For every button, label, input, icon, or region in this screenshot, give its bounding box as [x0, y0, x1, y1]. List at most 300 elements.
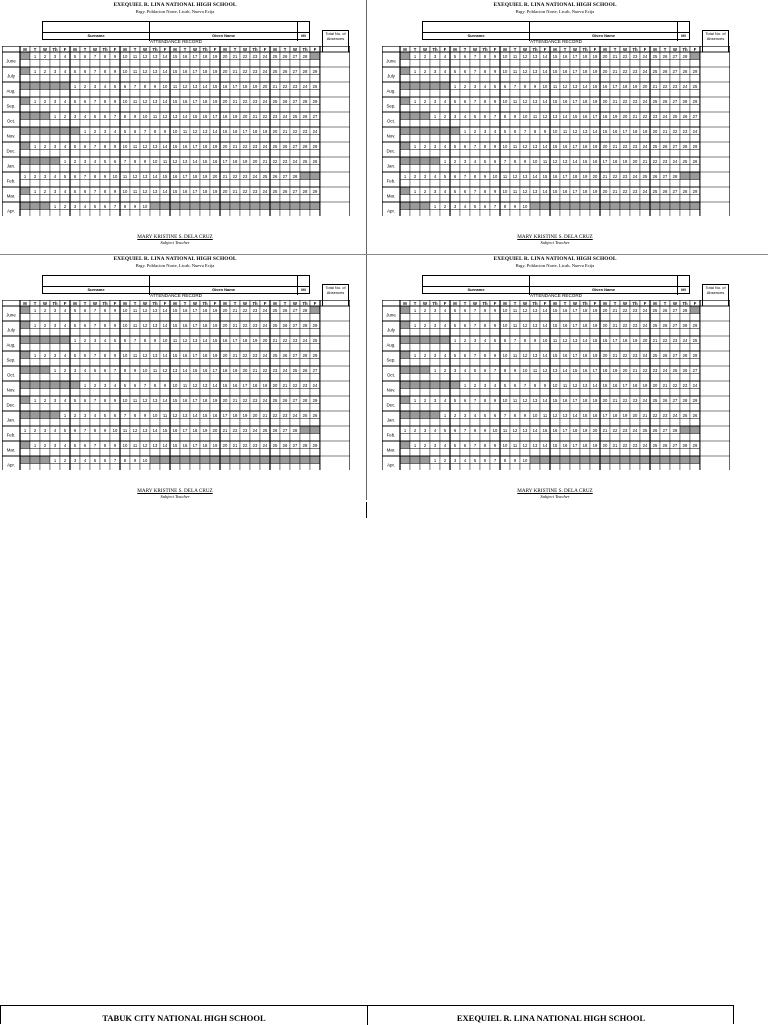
mark-cell — [260, 359, 270, 367]
day-header-label: T — [563, 300, 567, 306]
mark-cell — [170, 165, 180, 173]
mark-cell — [120, 165, 130, 173]
date-number: 17 — [192, 98, 198, 104]
date-number: 8 — [483, 68, 487, 74]
date-number: 11 — [552, 83, 558, 89]
mark-cell — [500, 329, 510, 337]
date-number: 9 — [493, 307, 497, 313]
date-number: 20 — [632, 158, 638, 164]
date-cell — [430, 157, 440, 165]
mark-cell — [120, 105, 130, 113]
mark-cell — [410, 180, 420, 188]
date-number: 10 — [542, 83, 548, 89]
date-number: 23 — [282, 412, 288, 418]
mark-cell — [100, 195, 110, 203]
date-number: 28 — [682, 98, 688, 104]
mark-cell — [310, 180, 320, 188]
date-number: 25 — [312, 337, 318, 343]
mark-cell — [60, 374, 70, 382]
date-number: 21 — [232, 53, 238, 59]
date-number: 8 — [103, 442, 107, 448]
month-label: Mar. — [386, 447, 396, 453]
mark-cell — [590, 389, 600, 397]
mark-cell — [140, 210, 150, 217]
mark-cell — [450, 344, 460, 352]
day-header-label: T — [613, 300, 617, 306]
mark-cell — [210, 344, 220, 352]
date-number: 21 — [222, 173, 228, 179]
mark-cell — [200, 90, 210, 98]
date-number: 24 — [262, 352, 268, 358]
date-number: 19 — [592, 352, 598, 358]
date-number: 25 — [292, 113, 298, 119]
date-number: 12 — [162, 367, 168, 373]
mark-cell — [520, 105, 530, 113]
date-number: 6 — [103, 457, 107, 463]
mark-cell — [210, 434, 220, 442]
mark-cell — [20, 180, 30, 188]
mark-cell — [640, 389, 650, 397]
mark-cell — [670, 90, 680, 98]
date-number: 18 — [612, 412, 618, 418]
date-number: 15 — [552, 397, 558, 403]
mark-cell — [120, 344, 130, 352]
mark-cell — [480, 419, 490, 427]
day-header-label: W — [523, 300, 527, 306]
mark-cell — [500, 344, 510, 352]
date-number: 14 — [542, 68, 548, 74]
mark-cell — [430, 75, 440, 83]
date-number: 7 — [113, 203, 117, 209]
day-header-label: M — [273, 46, 277, 52]
mark-cell — [410, 329, 420, 337]
mark-cell — [130, 434, 140, 442]
mark-cell — [230, 344, 240, 352]
date-number: 6 — [83, 98, 87, 104]
mark-cell — [660, 180, 670, 188]
date-number: 7 — [473, 322, 477, 328]
date-number: 22 — [622, 397, 628, 403]
mark-cell — [660, 105, 670, 113]
mark-cell — [150, 464, 160, 471]
date-number: 6 — [103, 367, 107, 373]
date-number: 16 — [212, 158, 218, 164]
mark-cell — [170, 105, 180, 113]
mark-cell — [210, 105, 220, 113]
mark-cell — [270, 344, 280, 352]
date-number: 16 — [562, 53, 568, 59]
date-cell — [420, 127, 430, 135]
mark-cell — [650, 344, 660, 352]
mark-cell — [580, 374, 590, 382]
date-number: 18 — [622, 83, 628, 89]
mark-cell — [660, 344, 670, 352]
date-number: 17 — [192, 397, 198, 403]
date-number: 2 — [463, 337, 467, 343]
mark-cell — [180, 389, 190, 397]
attendance-grid — [382, 300, 730, 470]
mark-cell — [230, 464, 240, 471]
month-label: Feb. — [6, 432, 16, 438]
date-number: 19 — [212, 397, 218, 403]
date-number: 28 — [302, 68, 308, 74]
mark-cell — [130, 120, 140, 128]
mark-cell — [20, 389, 30, 397]
date-number: 4 — [113, 128, 117, 134]
mark-cell — [480, 210, 490, 217]
date-number: 1 — [433, 367, 437, 373]
date-number: 7 — [463, 173, 467, 179]
date-number: 26 — [282, 188, 288, 194]
mark-cell — [580, 359, 590, 367]
date-cell — [400, 127, 410, 135]
mark-cell — [570, 195, 580, 203]
date-number: 18 — [252, 128, 258, 134]
mark-cell — [500, 434, 510, 442]
month-label: July — [387, 327, 395, 333]
mark-cell — [150, 120, 160, 128]
mark-cell — [620, 419, 630, 427]
mark-cell — [480, 464, 490, 471]
mark-cell — [110, 60, 120, 68]
mark-cell — [30, 329, 40, 337]
mark-cell — [510, 419, 520, 427]
date-number: 29 — [312, 442, 318, 448]
mark-cell — [630, 359, 640, 367]
day-header-label: Th — [102, 46, 108, 52]
date-number: 21 — [602, 173, 608, 179]
date-number: 5 — [453, 352, 457, 358]
date-number: 21 — [232, 188, 238, 194]
date-number: 6 — [83, 397, 87, 403]
date-number: 3 — [43, 173, 47, 179]
date-cell — [670, 456, 680, 464]
date-number: 6 — [453, 427, 457, 433]
mark-cell — [490, 150, 500, 158]
date-number: 13 — [572, 337, 578, 343]
mark-cell — [690, 120, 700, 128]
mark-cell — [110, 314, 120, 322]
date-number: 14 — [162, 188, 168, 194]
date-number: 2 — [443, 203, 447, 209]
day-header-label: W — [623, 300, 627, 306]
mark-cell — [560, 120, 570, 128]
mark-cell — [140, 434, 150, 442]
mark-cell — [680, 105, 690, 113]
date-cell — [670, 202, 680, 210]
mark-cell — [690, 464, 700, 471]
date-number: 20 — [212, 173, 218, 179]
mark-cell — [270, 374, 280, 382]
mark-cell — [520, 314, 530, 322]
date-number: 25 — [652, 442, 658, 448]
mark-cell — [430, 210, 440, 217]
date-number: 18 — [582, 322, 588, 328]
date-number: 25 — [692, 83, 698, 89]
date-number: 26 — [302, 113, 308, 119]
mark-cell — [550, 329, 560, 337]
date-number: 8 — [483, 143, 487, 149]
mark-cell — [490, 359, 500, 367]
date-number: 16 — [592, 412, 598, 418]
mark-cell — [480, 344, 490, 352]
mark-cell — [310, 359, 320, 367]
mark-cell — [410, 120, 420, 128]
mark-cell — [240, 314, 250, 322]
mark-cell — [460, 449, 470, 457]
date-number: 4 — [443, 322, 447, 328]
mark-cell — [510, 314, 520, 322]
date-number: 2 — [423, 397, 427, 403]
mark-cell — [640, 165, 650, 173]
mark-cell — [420, 419, 430, 427]
mark-cell — [600, 449, 610, 457]
day-header-label: Th — [252, 300, 258, 306]
mark-cell — [60, 150, 70, 158]
date-number: 13 — [552, 367, 558, 373]
date-cell — [690, 306, 700, 314]
date-number: 19 — [212, 143, 218, 149]
date-cell — [170, 202, 180, 210]
mark-cell — [220, 135, 230, 143]
date-number: 4 — [443, 53, 447, 59]
date-number: 4 — [443, 98, 447, 104]
mark-cell — [280, 195, 290, 203]
date-cell — [420, 456, 430, 464]
date-cell — [60, 82, 70, 90]
mark-cell — [680, 434, 690, 442]
mark-cell — [160, 75, 170, 83]
mark-cell — [290, 419, 300, 427]
mark-cell — [140, 180, 150, 188]
mark-cell — [210, 404, 220, 412]
day-header-label: T — [33, 300, 37, 306]
date-cell — [30, 82, 40, 90]
mark-cell — [160, 314, 170, 322]
date-number: 16 — [182, 307, 188, 313]
day-header-label: Th — [432, 46, 438, 52]
date-number: 4 — [483, 83, 487, 89]
mark-cell — [270, 419, 280, 427]
mark-cell — [460, 135, 470, 143]
month-label: Apr. — [7, 462, 15, 468]
date-number: 26 — [692, 412, 698, 418]
mark-cell — [420, 180, 430, 188]
date-cell — [70, 381, 80, 389]
date-number: 4 — [93, 412, 97, 418]
mark-cell — [210, 464, 220, 471]
date-number: 21 — [612, 307, 618, 313]
mark-cell — [480, 329, 490, 337]
mark-cell — [540, 389, 550, 397]
date-number: 16 — [182, 68, 188, 74]
date-number: 12 — [522, 188, 528, 194]
date-number: 16 — [612, 382, 618, 388]
date-number: 13 — [142, 173, 148, 179]
mark-cell — [590, 150, 600, 158]
mark-cell — [40, 449, 50, 457]
mark-cell — [660, 120, 670, 128]
mark-cell — [250, 165, 260, 173]
date-cell — [160, 456, 170, 464]
date-number: 22 — [642, 113, 648, 119]
mark-cell — [480, 180, 490, 188]
mark-cell — [590, 329, 600, 337]
date-number: 28 — [682, 322, 688, 328]
mark-cell — [180, 434, 190, 442]
mark-cell — [580, 389, 590, 397]
mark-cell — [60, 329, 70, 337]
day-header-label: T — [463, 300, 467, 306]
date-number: 19 — [232, 367, 238, 373]
mark-cell — [120, 135, 130, 143]
date-number: 27 — [292, 188, 298, 194]
mark-cell — [670, 404, 680, 412]
mark-cell — [630, 150, 640, 158]
mark-cell — [520, 434, 530, 442]
date-number: 18 — [202, 397, 208, 403]
day-header-label: T — [233, 300, 237, 306]
mark-cell — [560, 419, 570, 427]
mark-cell — [240, 464, 250, 471]
date-cell — [640, 202, 650, 210]
mark-cell — [280, 135, 290, 143]
date-number: 20 — [602, 53, 608, 59]
mark-cell — [240, 90, 250, 98]
mark-cell — [470, 434, 480, 442]
date-number: 2 — [73, 412, 77, 418]
mark-cell — [100, 165, 110, 173]
mark-cell — [90, 329, 100, 337]
date-number: 4 — [443, 68, 447, 74]
mark-cell — [510, 210, 520, 217]
date-number: 13 — [182, 158, 188, 164]
date-number: 12 — [572, 128, 578, 134]
mark-cell — [600, 314, 610, 322]
date-number: 20 — [602, 68, 608, 74]
mark-cell — [140, 329, 150, 337]
date-number: 24 — [262, 307, 268, 313]
date-number: 4 — [443, 143, 447, 149]
date-number: 2 — [93, 382, 97, 388]
date-number: 13 — [582, 382, 588, 388]
mark-cell — [410, 314, 420, 322]
date-number: 7 — [473, 68, 477, 74]
date-number: 20 — [222, 53, 228, 59]
date-cell — [410, 366, 420, 374]
mark-cell — [630, 329, 640, 337]
mark-cell — [590, 120, 600, 128]
mark-cell — [100, 344, 110, 352]
mark-cell — [90, 344, 100, 352]
school-name: EXEQUIEL R. LINA NATIONAL HIGH SCHOOL — [493, 256, 617, 262]
date-number: 28 — [302, 307, 308, 313]
date-number: 5 — [73, 188, 77, 194]
date-number: 8 — [93, 427, 97, 433]
attendance-card — [0, 0, 350, 245]
mark-cell — [250, 210, 260, 217]
mark-cell — [170, 135, 180, 143]
mark-cell — [160, 135, 170, 143]
mark-cell — [460, 389, 470, 397]
date-number: 20 — [602, 307, 608, 313]
mark-cell — [60, 180, 70, 188]
mark-cell — [430, 150, 440, 158]
date-cell — [280, 456, 290, 464]
mark-cell — [250, 60, 260, 68]
date-cell — [20, 202, 30, 210]
date-number: 1 — [443, 158, 447, 164]
mark-cell — [420, 90, 430, 98]
date-number: 12 — [522, 53, 528, 59]
mark-cell — [530, 90, 540, 98]
date-number: 18 — [572, 427, 578, 433]
mark-cell — [590, 434, 600, 442]
mark-cell — [560, 195, 570, 203]
date-number: 27 — [292, 143, 298, 149]
month-label: Feb. — [386, 432, 396, 438]
mark-cell — [70, 314, 80, 322]
mark-cell — [290, 464, 300, 471]
mark-cell — [520, 404, 530, 412]
date-number: 14 — [162, 143, 168, 149]
day-header-label: T — [563, 46, 567, 52]
mark-cell — [450, 135, 460, 143]
date-number: 19 — [582, 427, 588, 433]
mark-cell — [260, 60, 270, 68]
date-number: 18 — [582, 352, 588, 358]
date-number: 16 — [172, 173, 178, 179]
date-number: 12 — [182, 337, 188, 343]
date-number: 12 — [142, 352, 148, 358]
date-number: 5 — [453, 53, 457, 59]
date-number: 13 — [152, 143, 158, 149]
date-number: 15 — [552, 307, 558, 313]
mark-cell — [420, 329, 430, 337]
mark-cell — [510, 180, 520, 188]
mark-cell — [110, 449, 120, 457]
mark-cell — [470, 195, 480, 203]
mark-cell — [170, 344, 180, 352]
next-page-header — [0, 1005, 734, 1024]
date-number: 12 — [522, 397, 528, 403]
date-number: 11 — [132, 352, 138, 358]
date-number: 15 — [172, 98, 178, 104]
attendance-grid — [382, 46, 730, 216]
date-number: 4 — [63, 307, 67, 313]
mark-cell — [20, 210, 30, 217]
date-number: 1 — [403, 173, 407, 179]
date-number: 3 — [93, 83, 97, 89]
mark-cell — [50, 120, 60, 128]
date-number: 12 — [142, 442, 148, 448]
date-number: 23 — [242, 427, 248, 433]
mark-cell — [90, 165, 100, 173]
day-header-label: Th — [482, 46, 488, 52]
date-number: 6 — [73, 173, 77, 179]
mark-cell — [80, 389, 90, 397]
date-number: 28 — [682, 143, 688, 149]
mark-cell — [640, 60, 650, 68]
date-cell — [20, 456, 30, 464]
month-label: Nov. — [6, 133, 16, 139]
date-number: 1 — [33, 143, 37, 149]
mark-cell — [450, 404, 460, 412]
mark-cell — [450, 210, 460, 217]
day-header-label: F — [63, 300, 67, 306]
mark-cell — [120, 75, 130, 83]
date-number: 12 — [162, 113, 168, 119]
